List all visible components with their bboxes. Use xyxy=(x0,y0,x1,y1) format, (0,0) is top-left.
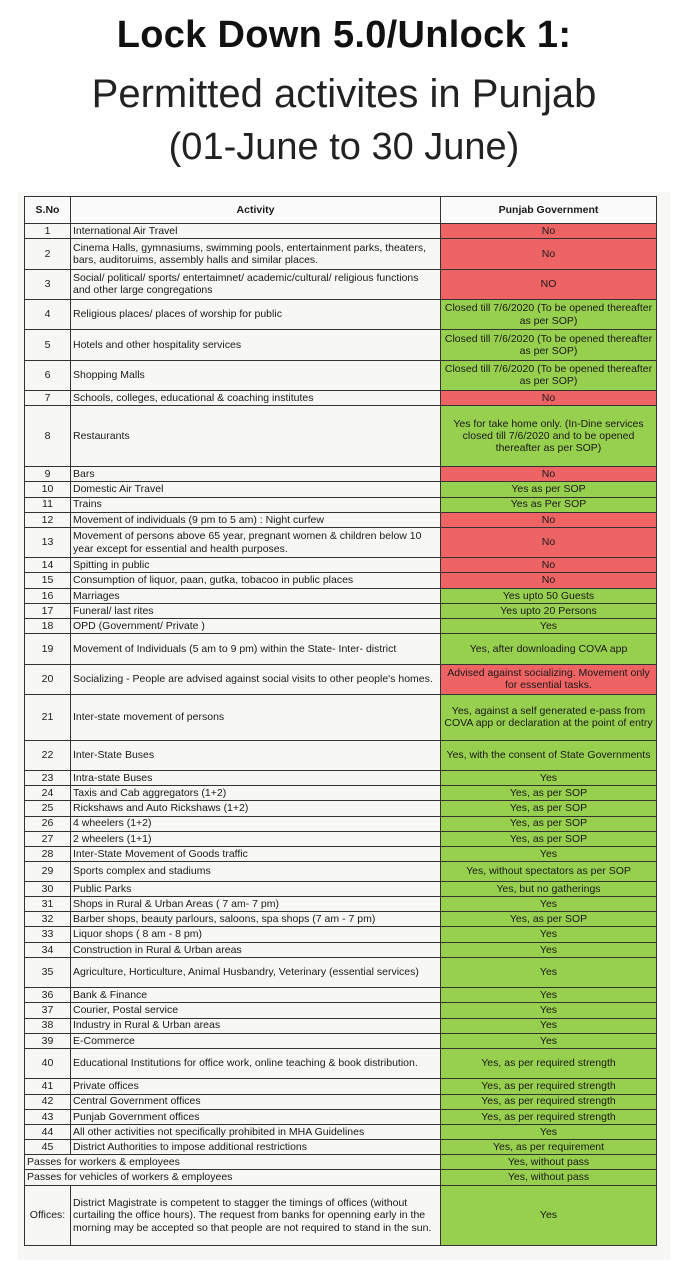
row-sno: 17 xyxy=(25,603,71,618)
row-activity: Spitting in public xyxy=(71,558,441,573)
row-sno: 19 xyxy=(25,634,71,664)
row-status: No xyxy=(441,573,657,588)
row-activity: Central Government offices xyxy=(71,1094,441,1109)
table-row xyxy=(25,816,657,831)
row-activity: Cinema Halls, gymnasiums, swimming pools, entertainment parks, theaters, bars, auditoruims, assembly halls and similar places. xyxy=(71,239,441,269)
row-status: Yes, after downloading COVA app xyxy=(441,634,657,664)
row-status: Closed till 7/6/2020 (To be opened thereafter as per SOP) xyxy=(441,360,657,390)
row-activity: Schools, colleges, educational & coaching institutes xyxy=(71,391,441,406)
row-activity: Sports complex and stadiums xyxy=(71,862,441,882)
header-punjab-government: Punjab Government xyxy=(441,197,657,224)
row-sno: 32 xyxy=(25,912,71,927)
row-activity: Trains xyxy=(71,497,441,512)
row-sno: 13 xyxy=(25,527,71,557)
row-sno: 30 xyxy=(25,881,71,896)
row-activity: Domestic Air Travel xyxy=(71,482,441,497)
row-status: Yes for take home only. (In-Dine services closed till 7/6/2020 and to be opened thereafter as per SOP) xyxy=(441,406,657,467)
table-row xyxy=(25,988,657,1003)
row-activity: Taxis and Cab aggregators (1+2) xyxy=(71,786,441,801)
row-sno: 8 xyxy=(25,406,71,467)
passes-status: Yes, without pass xyxy=(441,1170,657,1185)
row-activity: Funeral/ last rites xyxy=(71,603,441,618)
row-sno: 1 xyxy=(25,224,71,239)
row-status: Yes xyxy=(441,770,657,785)
table-row xyxy=(25,360,657,390)
table-row xyxy=(25,897,657,912)
row-sno: 12 xyxy=(25,512,71,527)
row-activity: Movement of Individuals (5 am to 9 pm) within the State- Inter- district xyxy=(71,634,441,664)
title-line-3: (01-June to 30 June) xyxy=(168,126,520,168)
row-status: Yes, as per required strength xyxy=(441,1109,657,1124)
table-row xyxy=(25,224,657,239)
row-activity: Inter-state movement of persons xyxy=(71,694,441,740)
row-sno: 31 xyxy=(25,897,71,912)
row-status: Yes, as per required strength xyxy=(441,1048,657,1078)
row-status: Yes xyxy=(441,988,657,1003)
row-status: Yes xyxy=(441,846,657,861)
row-activity: Shopping Malls xyxy=(71,360,441,390)
table-row xyxy=(25,467,657,482)
row-activity: Social/ political/ sports/ entertaimnet/ academic/cultural/ religious functions and other large congregations xyxy=(71,269,441,299)
row-sno: 23 xyxy=(25,770,71,785)
table-row xyxy=(25,512,657,527)
table-row xyxy=(25,1018,657,1033)
row-sno: 6 xyxy=(25,360,71,390)
passes-row xyxy=(25,1155,657,1170)
row-status: Yes, without spectators as per SOP xyxy=(441,862,657,882)
permitted-activities-table xyxy=(24,196,657,1246)
table-row xyxy=(25,862,657,882)
row-status: Yes xyxy=(441,619,657,634)
row-sno: 43 xyxy=(25,1109,71,1124)
title-line-1: Lock Down 5.0/Unlock 1: xyxy=(116,14,572,56)
table-row xyxy=(25,239,657,269)
row-status: No xyxy=(441,512,657,527)
table-row xyxy=(25,497,657,512)
table-row xyxy=(25,1094,657,1109)
row-activity: Public Parks xyxy=(71,881,441,896)
row-status: Yes, as per SOP xyxy=(441,801,657,816)
table-row xyxy=(25,558,657,573)
row-sno: 14 xyxy=(25,558,71,573)
row-status: No xyxy=(441,224,657,239)
row-status: No xyxy=(441,391,657,406)
table-row xyxy=(25,831,657,846)
table-row xyxy=(25,406,657,467)
table-row xyxy=(25,786,657,801)
row-activity: Restaurants xyxy=(71,406,441,467)
row-status: Yes, against a self generated e-pass from COVA app or declaration at the point of entry xyxy=(441,694,657,740)
row-sno: 16 xyxy=(25,588,71,603)
row-sno: 11 xyxy=(25,497,71,512)
row-status: Yes, as per SOP xyxy=(441,831,657,846)
passes-label: Passes for workers & employees xyxy=(25,1155,441,1170)
table-row xyxy=(25,603,657,618)
offices-label: Offices: xyxy=(25,1185,71,1246)
row-activity: Liquor shops ( 8 am - 8 pm) xyxy=(71,927,441,942)
row-sno: 20 xyxy=(25,664,71,694)
row-sno: 21 xyxy=(25,694,71,740)
row-status: Yes, as per SOP xyxy=(441,912,657,927)
row-status: Yes as per SOP xyxy=(441,482,657,497)
table-row xyxy=(25,588,657,603)
row-activity: Movement of individuals (9 pm to 5 am) : Night curfew xyxy=(71,512,441,527)
row-sno: 38 xyxy=(25,1018,71,1033)
row-status: Yes upto 20 Persons xyxy=(441,603,657,618)
table-row xyxy=(25,942,657,957)
row-sno: 37 xyxy=(25,1003,71,1018)
table-row xyxy=(25,770,657,785)
row-status: Yes, as per required strength xyxy=(441,1094,657,1109)
row-status: Yes, as per requirement xyxy=(441,1140,657,1155)
row-activity: Inter-State Buses xyxy=(71,740,441,770)
row-sno: 35 xyxy=(25,957,71,987)
row-activity: Hotels and other hospitality services xyxy=(71,330,441,360)
offices-row xyxy=(25,1185,657,1246)
table-row xyxy=(25,299,657,329)
row-status: No xyxy=(441,467,657,482)
row-activity: Consumption of liquor, paan, gutka, tobacoo in public places xyxy=(71,573,441,588)
row-sno: 24 xyxy=(25,786,71,801)
table-row xyxy=(25,391,657,406)
table-row xyxy=(25,846,657,861)
row-activity: Inter-State Movement of Goods traffic xyxy=(71,846,441,861)
row-sno: 29 xyxy=(25,862,71,882)
row-status: No xyxy=(441,527,657,557)
row-sno: 10 xyxy=(25,482,71,497)
row-sno: 36 xyxy=(25,988,71,1003)
table-row xyxy=(25,801,657,816)
table-row xyxy=(25,269,657,299)
table-row xyxy=(25,1048,657,1078)
row-sno: 2 xyxy=(25,239,71,269)
table-row xyxy=(25,634,657,664)
header-activity: Activity xyxy=(71,197,441,224)
header-sno: S.No xyxy=(25,197,71,224)
row-status: Yes, as per SOP xyxy=(441,816,657,831)
row-sno: 15 xyxy=(25,573,71,588)
table-row xyxy=(25,1079,657,1094)
row-status: Yes, as per required strength xyxy=(441,1079,657,1094)
title-line-2: Permitted activites in Punjab xyxy=(91,72,597,116)
row-activity: Barber shops, beauty parlours, saloons, spa shops (7 am - 7 pm) xyxy=(71,912,441,927)
row-status: Closed till 7/6/2020 (To be opened thereafter as per SOP) xyxy=(441,330,657,360)
row-status: Closed till 7/6/2020 (To be opened thereafter as per SOP) xyxy=(441,299,657,329)
table-row xyxy=(25,694,657,740)
row-sno: 9 xyxy=(25,467,71,482)
table-row xyxy=(25,927,657,942)
row-activity: Religious places/ places of worship for public xyxy=(71,299,441,329)
row-activity: E-Commerce xyxy=(71,1033,441,1048)
row-sno: 45 xyxy=(25,1140,71,1155)
row-activity: 4 wheelers (1+2) xyxy=(71,816,441,831)
row-activity: 2 wheelers (1+1) xyxy=(71,831,441,846)
row-sno: 40 xyxy=(25,1048,71,1078)
row-status: No xyxy=(441,558,657,573)
row-status: Yes xyxy=(441,1018,657,1033)
table-row xyxy=(25,881,657,896)
table-body xyxy=(25,224,657,1246)
row-activity: Punjab Government offices xyxy=(71,1109,441,1124)
row-sno: 4 xyxy=(25,299,71,329)
row-sno: 7 xyxy=(25,391,71,406)
row-activity: Bars xyxy=(71,467,441,482)
row-status: Yes, as per SOP xyxy=(441,786,657,801)
row-status: Yes xyxy=(441,1124,657,1139)
passes-status: Yes, without pass xyxy=(441,1155,657,1170)
row-activity: Socializing - People are advised against social visits to other people's homes. xyxy=(71,664,441,694)
row-activity: International Air Travel xyxy=(71,224,441,239)
row-sno: 41 xyxy=(25,1079,71,1094)
row-sno: 42 xyxy=(25,1094,71,1109)
row-sno: 33 xyxy=(25,927,71,942)
table-row xyxy=(25,1140,657,1155)
row-activity: Agriculture, Horticulture, Animal Husbandry, Veterinary (essential services) xyxy=(71,957,441,987)
row-activity: Rickshaws and Auto Rickshaws (1+2) xyxy=(71,801,441,816)
row-sno: 39 xyxy=(25,1033,71,1048)
offices-activity: District Magistrate is competent to stagger the timings of offices (without curtailing the office hours). The request from banks for openning early in the morning may be accepted so that people are not required to stand in the sun. xyxy=(71,1185,441,1246)
passes-row xyxy=(25,1170,657,1185)
table-row xyxy=(25,912,657,927)
passes-label: Passes for vehicles of workers & employees xyxy=(25,1170,441,1185)
table-row xyxy=(25,1003,657,1018)
table-row xyxy=(25,1124,657,1139)
row-sno: 3 xyxy=(25,269,71,299)
row-activity: Educational Institutions for office work, online teaching & book distribution. xyxy=(71,1048,441,1078)
row-sno: 44 xyxy=(25,1124,71,1139)
row-status: Yes xyxy=(441,1033,657,1048)
row-status: Yes as Per SOP xyxy=(441,497,657,512)
row-status: Yes xyxy=(441,897,657,912)
row-status: Yes upto 50 Guests xyxy=(441,588,657,603)
table-row xyxy=(25,1033,657,1048)
row-sno: 22 xyxy=(25,740,71,770)
row-status: NO xyxy=(441,269,657,299)
row-sno: 5 xyxy=(25,330,71,360)
row-activity: Private offices xyxy=(71,1079,441,1094)
row-status: Yes xyxy=(441,927,657,942)
table-row xyxy=(25,330,657,360)
row-status: Yes xyxy=(441,942,657,957)
row-sno: 34 xyxy=(25,942,71,957)
row-sno: 26 xyxy=(25,816,71,831)
row-status: No xyxy=(441,239,657,269)
row-activity: Movement of persons above 65 year, pregnant women & children below 10 year except for essential and health purposes. xyxy=(71,527,441,557)
row-sno: 18 xyxy=(25,619,71,634)
row-activity: Bank & Finance xyxy=(71,988,441,1003)
row-sno: 27 xyxy=(25,831,71,846)
row-activity: Shops in Rural & Urban Areas ( 7 am- 7 pm) xyxy=(71,897,441,912)
table-row xyxy=(25,1109,657,1124)
row-sno: 25 xyxy=(25,801,71,816)
row-status: Yes, but no gatherings xyxy=(441,881,657,896)
row-activity: OPD (Government/ Private ) xyxy=(71,619,441,634)
row-activity: Marriages xyxy=(71,588,441,603)
table-row xyxy=(25,527,657,557)
row-activity: Courier, Postal service xyxy=(71,1003,441,1018)
row-activity: Construction in Rural & Urban areas xyxy=(71,942,441,957)
table-row xyxy=(25,482,657,497)
row-activity: All other activities not specifically prohibited in MHA Guidelines xyxy=(71,1124,441,1139)
table-row xyxy=(25,619,657,634)
table-row xyxy=(25,664,657,694)
row-activity: District Authorities to impose additional restrictions xyxy=(71,1140,441,1155)
row-status: Yes xyxy=(441,1003,657,1018)
table-row xyxy=(25,740,657,770)
row-status: Yes, with the consent of State Governments xyxy=(441,740,657,770)
row-sno: 28 xyxy=(25,846,71,861)
table-header-row xyxy=(25,197,657,224)
table-row xyxy=(25,573,657,588)
row-activity: Intra-state Buses xyxy=(71,770,441,785)
offices-status: Yes xyxy=(441,1185,657,1246)
row-status: Advised against socializing. Movement only for essential tasks. xyxy=(441,664,657,694)
table-row xyxy=(25,957,657,987)
row-activity: Industry in Rural & Urban areas xyxy=(71,1018,441,1033)
row-status: Yes xyxy=(441,957,657,987)
